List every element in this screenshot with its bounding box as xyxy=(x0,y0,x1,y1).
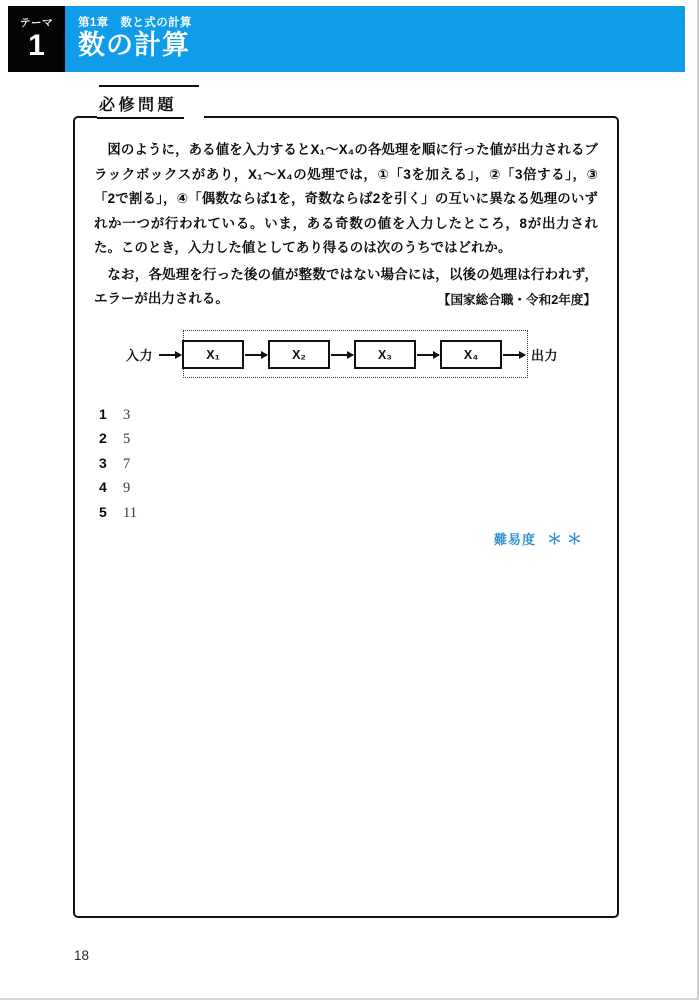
choice-number: 5 xyxy=(99,503,107,520)
question-label-rule xyxy=(99,85,199,87)
process-box-x2-label: X₂ xyxy=(292,347,306,362)
blackbox-diagram xyxy=(94,330,598,380)
choice-number: 2 xyxy=(99,430,107,447)
choice-item[interactable] xyxy=(99,479,598,504)
question-box-label: 必修問題 xyxy=(97,98,184,119)
choice-value: 9 xyxy=(123,480,131,497)
theme-badge xyxy=(8,6,65,72)
question-paragraph-1: 図のように，ある値を入力するとX₁〜X₄の各処理を順に行った値が出力されるブラックボックスがあり，X₁〜X₄の処理では，①「3を加える」，②「3倍する」，③「2で割る」，④「偶数ならば1を，奇数ならば2を引く」の互いに異なる処理のいずれか一つが行われている。いま，ある奇数の値を入力したところ，8が出力された。このとき，入力した値としてあり得るのは次のうちではどれか。 xyxy=(94,142,598,256)
process-box-x4 xyxy=(440,340,502,369)
choice-number: 1 xyxy=(99,405,107,422)
choice-item[interactable] xyxy=(99,504,598,529)
difficulty-label: 難易度 xyxy=(493,532,536,547)
process-box-x4-label: X₄ xyxy=(463,347,479,362)
diagram-input-label: 入力 xyxy=(126,348,154,364)
process-box-x3-label: X₃ xyxy=(377,347,393,362)
theme-number: 1 xyxy=(28,28,45,62)
arrow-icon xyxy=(159,354,181,356)
process-box-x1 xyxy=(182,340,244,369)
banner-text xyxy=(65,6,685,72)
arrow-icon xyxy=(245,354,267,356)
question-body xyxy=(75,118,617,528)
choice-value: 11 xyxy=(123,504,137,521)
choice-item[interactable] xyxy=(99,406,598,431)
question-box xyxy=(73,97,619,918)
header-banner xyxy=(8,6,685,72)
choice-value: 3 xyxy=(123,406,131,423)
choice-number: 4 xyxy=(99,479,107,496)
diagram-output-label: 出力 xyxy=(531,348,559,364)
answer-choices xyxy=(94,406,598,529)
chapter-label: 第1章 数と式の計算 xyxy=(78,17,192,30)
process-box-x2 xyxy=(268,340,330,369)
difficulty-stars: ＊＊ xyxy=(546,531,587,548)
arrow-icon xyxy=(503,354,525,356)
page-title: 数の計算 xyxy=(78,29,190,60)
question-paragraph-2: なお，各処理を行った後の値が整数ではない場合には，以後の処理は行われず，エラーが出力される。 xyxy=(94,266,598,307)
question-source: 【国家総合職・令和2年度】 xyxy=(437,292,596,307)
page-number: 18 xyxy=(74,948,90,963)
choice-value: 5 xyxy=(123,431,131,448)
choice-number: 3 xyxy=(99,454,107,471)
arrow-icon xyxy=(417,354,439,356)
theme-label: テーマ xyxy=(20,17,53,30)
arrow-icon xyxy=(331,354,353,356)
choice-item[interactable] xyxy=(99,455,598,480)
process-box-x3 xyxy=(354,340,416,369)
choice-item[interactable] xyxy=(99,430,598,455)
difficulty-indicator xyxy=(494,529,587,548)
choice-value: 7 xyxy=(123,455,131,472)
process-box-x1-label: X₁ xyxy=(206,347,220,362)
